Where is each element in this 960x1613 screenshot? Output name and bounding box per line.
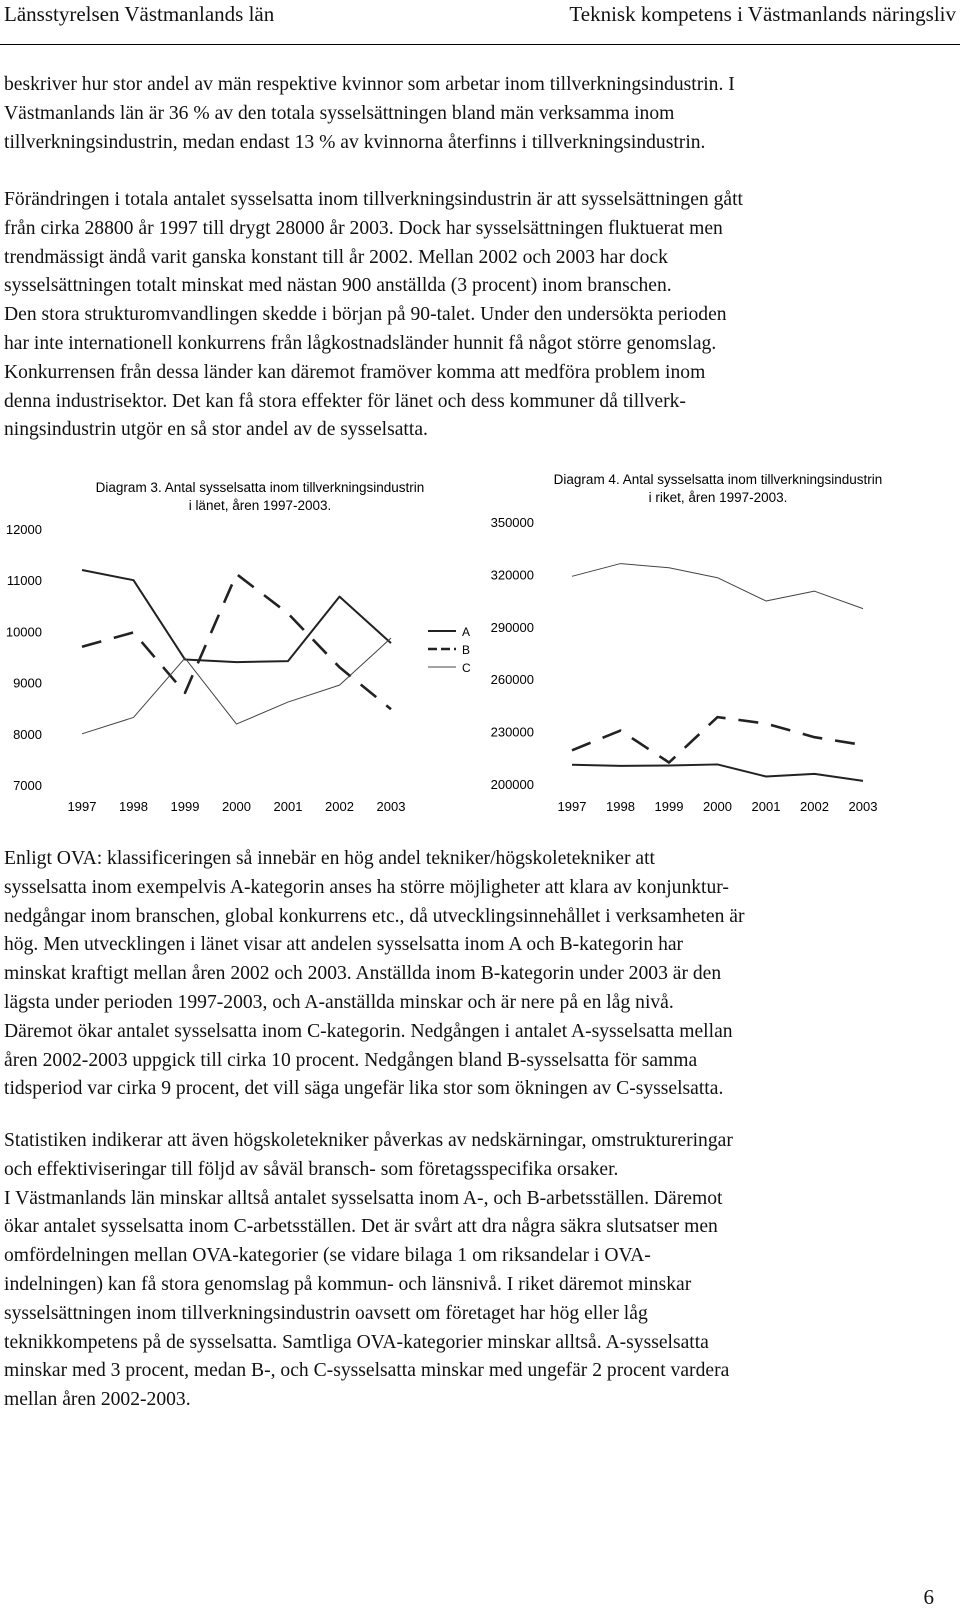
y-tick-label: 230000 bbox=[490, 724, 534, 740]
y-tick-label: 11000 bbox=[6, 573, 42, 589]
y-tick-label: 320000 bbox=[490, 567, 534, 583]
text-line: och effektiviseringar till följd av såväl bransch- som företagsspecifika orsaker. bbox=[4, 1158, 619, 1180]
text-line: från cirka 28800 år 1997 till drygt 28000 år 2003. Dock har sysselsättningen fluktuerat men bbox=[4, 217, 723, 239]
text-line: omfördelningen mellan OVA-kategorier (se vidare bilaga 1 om riksandelar i OVA- bbox=[4, 1245, 651, 1267]
x-tick-label: 2003 bbox=[848, 799, 878, 814]
text-line: minskat kraftigt mellan åren 2002 och 2003. Anställda inom B-kategorin under 2003 är den bbox=[4, 963, 722, 985]
series-line-a bbox=[572, 764, 863, 780]
text-line: åren 2002-2003 uppgick till cirka 10 procent. Nedgången bland B-sysselsatta för samma bbox=[4, 1049, 698, 1071]
paragraph-employment-change bbox=[4, 186, 954, 445]
text-line: trendmässigt ändå varit ganska konstant till år 2002. Mellan 2002 och 2003 har dock bbox=[4, 246, 668, 268]
x-tick-label: 1999 bbox=[170, 799, 200, 814]
chart-diagram-4 bbox=[491, 472, 883, 814]
text-line: Förändringen i totala antalet sysselsatta inom tillverkningsindustrin är att sysselsättningen gått bbox=[4, 189, 743, 210]
y-tick-label: 10000 bbox=[5, 624, 42, 640]
text-line: Däremot ökar antalet sysselsatta inom C-kategorin. Nedgången i antalet A-sysselsatta mellan bbox=[4, 1020, 733, 1042]
header-report-title: Teknisk kompetens i Västmanlands näringsliv bbox=[569, 2, 956, 26]
text-line: ökar antalet sysselsatta inom C-arbetsställen. Det är svårt att dra några säkra slutsatser men bbox=[4, 1216, 718, 1238]
legend-label: C bbox=[462, 661, 471, 675]
x-tick-label: 2002 bbox=[800, 799, 829, 814]
text-line: tillverkningsindustrin, medan endast 13 % av kvinnorna återfinns i tillverkningsindustrin. bbox=[4, 131, 706, 153]
text-line: Statistiken indikerar att även högskoletekniker påverkas av nedskärningar, omstruktureringar bbox=[4, 1130, 733, 1151]
text-line: Konkurrensen från dessa länder kan däremot framöver komma att medföra problem inom bbox=[4, 361, 706, 383]
y-tick-label: 9000 bbox=[13, 675, 42, 691]
chart-title: i riket, åren 1997-2003. bbox=[648, 490, 788, 505]
page-header bbox=[0, 0, 960, 45]
series-line-c bbox=[82, 638, 391, 734]
y-tick-label: 8000 bbox=[13, 726, 42, 742]
series-line-b bbox=[572, 717, 863, 762]
chart-diagram-3 bbox=[6, 480, 471, 814]
legend-label: A bbox=[462, 625, 471, 639]
x-tick-label: 1997 bbox=[67, 799, 97, 814]
paragraph-gender-share bbox=[4, 71, 954, 157]
y-tick-label: 290000 bbox=[490, 619, 534, 635]
x-tick-label: 1998 bbox=[119, 799, 148, 814]
series-line-b bbox=[82, 574, 391, 709]
text-line: mellan åren 2002-2003. bbox=[4, 1389, 191, 1411]
chart-legend bbox=[428, 625, 471, 675]
text-line: minskar med 3 procent, medan B-, och C-sysselsatta minskar med ungefär 2 procent vardera bbox=[4, 1360, 730, 1382]
header-organization: Länsstyrelsen Västmanlands län bbox=[4, 2, 275, 26]
y-tick-label: 350000 bbox=[490, 515, 534, 530]
series-line-c bbox=[572, 564, 863, 609]
y-tick-label: 200000 bbox=[490, 777, 534, 792]
legend-label: B bbox=[462, 643, 471, 657]
text-line: denna industrisektor. Det kan få stora effekter för länet och dess kommuner då tillverk- bbox=[4, 390, 686, 412]
text-line: hög. Men utvecklingen i länet visar att andelen sysselsatta inom A och B-kategorin har bbox=[4, 934, 684, 956]
y-tick-label: 7000 bbox=[13, 778, 42, 793]
x-tick-label: 2001 bbox=[273, 799, 303, 814]
chart-title: Diagram 3. Antal sysselsatta inom tillverkningsindustrin bbox=[95, 480, 425, 495]
text-line: tidsperiod var cirka 9 procent, det vill säga ungefär lika stor som ökningen av C-sysselsatta. bbox=[4, 1078, 724, 1100]
text-line: har inte internationell konkurrens från lågkostnadsländer hunnit få något större genomslag. bbox=[4, 332, 717, 354]
x-tick-label: 2002 bbox=[325, 799, 354, 814]
chart-title: Diagram 4. Antal sysselsatta inom tillverkningsindustrin bbox=[553, 472, 883, 487]
text-line: Västmanlands län är 36 % av den totala sysselsättningen bland män verksamma inom bbox=[4, 102, 675, 124]
text-line: teknikkompetens på de sysselsatta. Samtliga OVA-kategorier minskar alltså. A-sysselsatta bbox=[4, 1331, 709, 1353]
text-line: sysselsättningen inom tillverkningsindustrin oavsett om företaget har hög eller låg bbox=[4, 1302, 648, 1324]
x-tick-label: 1998 bbox=[606, 799, 635, 814]
charts-area bbox=[0, 460, 960, 860]
paragraph-ova-classification bbox=[4, 845, 954, 1104]
text-line: ningsindustrin utgör en så stor andel av de sysselsatta. bbox=[4, 419, 428, 441]
x-tick-label: 2000 bbox=[222, 799, 251, 814]
x-tick-label: 2003 bbox=[376, 799, 406, 814]
series-line-a bbox=[82, 570, 391, 662]
text-line: Den stora strukturomvandlingen skedde i början på 90-talet. Under den undersökta perioden bbox=[4, 304, 727, 326]
text-line: I Västmanlands län minskar alltså antalet sysselsatta inom A-, och B-arbetsställen. Däremot bbox=[4, 1187, 723, 1209]
page-number: 6 bbox=[923, 1585, 934, 1609]
x-tick-label: 1999 bbox=[654, 799, 684, 814]
paragraph-statistics bbox=[4, 1127, 954, 1415]
text-line: indelningen) kan få stora genomslag på kommun- och länsnivå. I riket däremot minskar bbox=[4, 1273, 692, 1295]
text-line: sysselsättningen totalt minskat med nästan 900 anställda (3 procent) inom branschen. bbox=[4, 275, 672, 297]
x-tick-label: 2000 bbox=[703, 799, 732, 814]
y-tick-label: 12000 bbox=[5, 522, 42, 537]
text-line: nedgångar inom branschen, global konkurrens etc., då utvecklingsinnehållet i verksamheten är bbox=[4, 905, 745, 927]
x-tick-label: 1997 bbox=[557, 799, 587, 814]
text-line: sysselsatta inom exempelvis A-kategorin anses ha större möjligheter att klara av konjunktur- bbox=[4, 876, 729, 898]
y-tick-label: 260000 bbox=[490, 672, 534, 688]
text-line: Enligt OVA: klassificeringen så innebär en hög andel tekniker/högskoletekniker att bbox=[4, 848, 655, 869]
text-line: lägsta under perioden 1997-2003, och A-anställda minskar och är nere på en låg nivå. bbox=[4, 991, 674, 1013]
chart-title: i länet, åren 1997-2003. bbox=[188, 498, 332, 513]
text-line: beskriver hur stor andel av män respektive kvinnor som arbetar inom tillverkningsindustrin. I bbox=[4, 74, 735, 95]
x-tick-label: 2001 bbox=[751, 799, 781, 814]
